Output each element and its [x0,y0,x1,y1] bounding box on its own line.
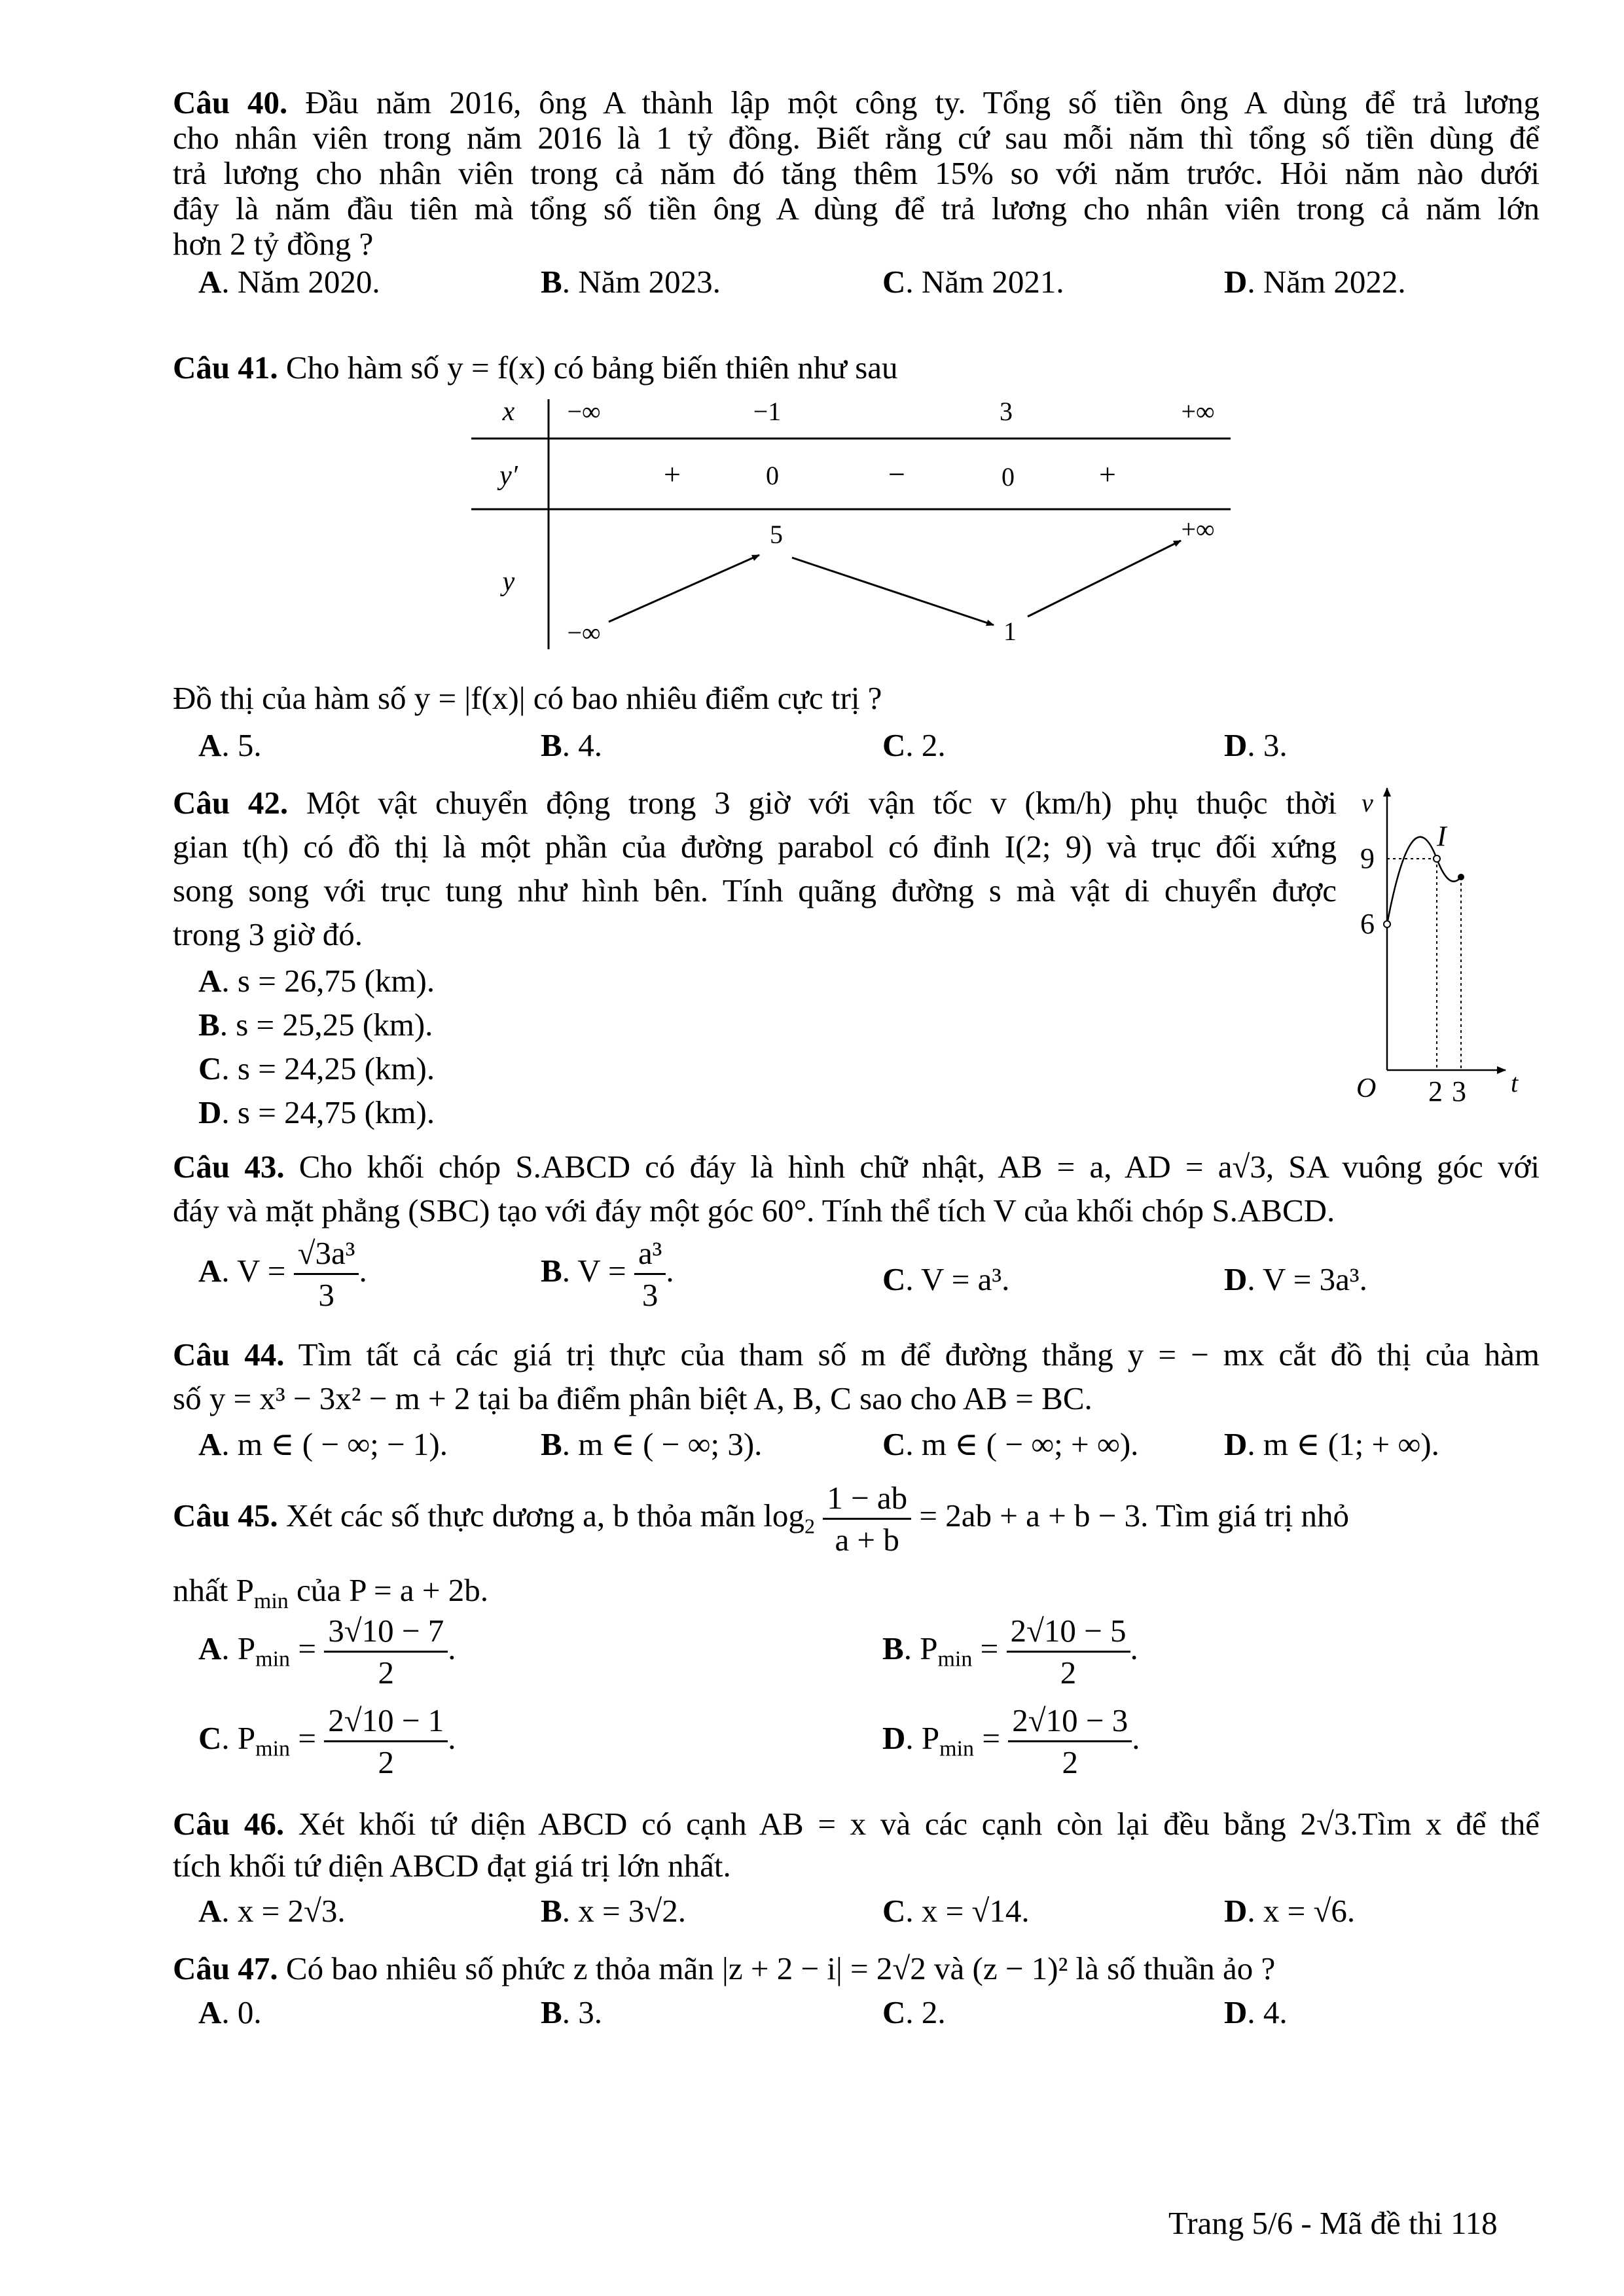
q40-line-2: cho nhân viên trong năm 2016 là 1 tỷ đồng. Biết rằng cứ sau mỗi năm thì tổng số tiền dùng để [173,120,1540,156]
q40-option-b[interactable]: B. Năm 2023. [541,264,721,300]
q42-option-b[interactable]: B. s = 25,25 (km). [198,1007,433,1043]
q42-option-d[interactable]: D. s = 24,75 (km). [198,1094,435,1130]
q44-line-1: Câu 44. Tìm tất cả các giá trị thực của tham số m để đường thẳng y = − mx cắt đồ thị của hàm [173,1336,1540,1372]
q47-option-a[interactable]: A. 0. [198,1994,262,2030]
fraction: $\frac{2√10 - 3}{2}$ [1008,1704,1132,1778]
end-point [1458,874,1464,880]
vertex-point [1434,855,1440,862]
table-sign: − [888,457,905,491]
fraction: $\frac{3√10 - 7}{2}$ [324,1615,448,1689]
origin-label: O [1356,1073,1377,1103]
fraction: $\frac{2√10 - 5}{2}$ [1007,1615,1130,1689]
table-x-value: +∞ [1181,397,1215,426]
table-y-value: 5 [770,520,783,549]
q45-line-1: Câu 45. Xét các số thực dương a, b thỏa mãn $\log_2$ $\frac{1 - ab}{a + b}$ = 2ab + a + b − 3. Tìm giá trị nhỏ [173,1480,1350,1558]
q47-option-d[interactable]: D. 4. [1224,1994,1288,2030]
q44-option-d[interactable]: D. m ∈ (1; + ∞). [1224,1426,1439,1462]
q40-line-4: đây là năm đầu tiên mà tổng số tiền ông A dùng để trả lương cho nhân viên trong cả năm lớn [173,190,1540,226]
fraction: $\frac{2√10 - 1}{2}$ [324,1704,448,1778]
increase-arrow [1028,541,1181,617]
q43-option-b[interactable]: B. V = $\frac{\text{a³}}{3}$ . [541,1235,674,1313]
parabola-curve [1387,837,1461,924]
q41-option-d[interactable]: D. 3. [1224,727,1288,763]
q43-option-d[interactable]: D. V = 3a³. [1224,1261,1367,1297]
table-sign: + [1099,457,1116,491]
q40-option-c[interactable]: C. Năm 2021. [882,264,1064,300]
q47-line-1: Câu 47. Có bao nhiêu số phức z thỏa mãn |z + 2 − i| = 2√2 và (z − 1)² là số thuần ảo ? [173,1950,1276,1986]
q45-line-2: nhất $P_{min}$ của P = a + 2b. [173,1572,488,1613]
q40-option-a[interactable]: A. Năm 2020. [198,264,380,300]
q41-option-c[interactable]: C. 2. [882,727,946,763]
q40-line-5: hơn 2 tỷ đồng ? [173,226,374,262]
increase-arrow [609,555,759,622]
table-yprime-label: y′ [499,461,518,491]
q44-option-a[interactable]: A. m ∈ ( − ∞; − 1). [198,1426,448,1462]
table-sign: + [664,457,681,491]
table-y-label: y [502,567,515,597]
table-x-label: x [502,397,515,427]
q43-line-2: đáy và mặt phẳng (SBC) tạo với đáy một góc 60°. Tính thể tích V của khối chóp S.ABCD. [173,1193,1335,1229]
x-tick-2: 2 [1428,1075,1443,1107]
q42-line-2: gian t(h) có đồ thị là một phần của đường parabol có đỉnh I(2; 9) và trục đối xứng [173,829,1337,865]
q40-line-3: trả lương cho nhân viên trong cả năm đó tăng thêm 15% so với năm trước. Hỏi năm nào dưới [173,155,1540,191]
q44-option-b[interactable]: B. m ∈ ( − ∞; 3). [541,1426,763,1462]
q46-line-2: tích khối tứ diện ABCD đạt giá trị lớn nhất. [173,1848,731,1884]
table-x-value: −∞ [567,397,601,426]
q41-question: Đồ thị của hàm số y = |f(x)| có bao nhiêu điểm cực trị ? [173,680,882,716]
q46-option-d[interactable]: D. x = √6. [1224,1893,1356,1929]
q41-variation-table [458,393,1244,668]
q40-option-d[interactable]: D. Năm 2022. [1224,264,1406,300]
q42-line-1: Câu 42. Một vật chuyển động trong 3 giờ với vận tốc v (km/h) phụ thuộc thời [173,785,1337,821]
table-y-value: +∞ [1181,514,1215,544]
fraction: $\frac{1 - ab}{a + b}$ [823,1482,911,1556]
q43-line-1: Câu 43. Cho khối chóp S.ABCD có đáy là hình chữ nhật, AB = a, AD = a√3, SA vuông góc với [173,1149,1540,1185]
q44-line-2: số y = x³ − 3x² − m + 2 tại ba điểm phân biệt A, B, C sao cho AB = BC. [173,1380,1092,1416]
q47-option-c[interactable]: C. 2. [882,1994,946,2030]
q42-option-a[interactable]: A. s = 26,75 (km). [198,963,435,999]
q43-option-a[interactable]: A. V = $\frac{\text{√3a³}}{3}$ . [198,1235,367,1313]
q40-number: Câu 40. [173,84,288,120]
q41-option-b[interactable]: B. 4. [541,727,602,763]
q45-option-b[interactable]: B. $P_{min}$ = $\frac{2√10 - 5}{2}$ . [882,1613,1138,1691]
table-x-value: −1 [753,397,782,426]
y-tick-9: 9 [1360,842,1375,874]
vertex-label: I [1437,820,1447,852]
q45-option-d[interactable]: D. $P_{min}$ = $\frac{2√10 - 3}{2}$ . [882,1702,1140,1780]
table-sign: 0 [766,461,779,490]
q46-line-1: Câu 46. Xét khối tứ diện ABCD có cạnh AB = x và các cạnh còn lại đều bằng 2√3.Tìm x để thể [173,1806,1540,1842]
q46-option-c[interactable]: C. x = √14. [882,1893,1030,1929]
fraction: $\frac{\text{a³}}{3}$ [634,1237,666,1311]
table-y-value: 1 [1003,617,1017,646]
table-y-value: −∞ [567,618,601,647]
q40-line-1: Câu 40. Đầu năm 2016, ông A thành lập một công ty. Tổng số tiền ông A dùng để trả lương [173,84,1540,120]
decrease-arrow [792,558,994,625]
q44-option-c[interactable]: C. m ∈ ( − ∞; + ∞). [882,1426,1139,1462]
table-sign: 0 [1001,462,1015,492]
fraction: $\frac{\text{√3a³}}{3}$ [294,1237,359,1311]
q42-line-4: trong 3 giờ đó. [173,916,363,952]
q41-option-a[interactable]: A. 5. [198,727,262,763]
y-tick-6: 6 [1360,908,1375,940]
v-axis-label: v [1362,788,1373,817]
q42-line-3: song song với trục tung như hình bên. Tính quãng đường s mà vật di chuyển được [173,872,1337,908]
q46-option-b[interactable]: B. x = 3√2. [541,1893,686,1929]
q46-option-a[interactable]: A. x = 2√3. [198,1893,346,1929]
table-x-value: 3 [1000,397,1013,426]
q47-option-b[interactable]: B. 3. [541,1994,602,2030]
q42-option-c[interactable]: C. s = 24,25 (km). [198,1050,435,1086]
q43-option-c[interactable]: C. V = a³. [882,1261,1010,1297]
t-axis-label: t [1511,1068,1519,1098]
q41-line-1: Câu 41. Cho hàm số y = f(x) có bảng biến thiên như sau [173,350,898,386]
q42-velocity-graph [1348,779,1545,1122]
q45-option-a[interactable]: A. $P_{min}$ = $\frac{3√10 - 7}{2}$ . [198,1613,456,1691]
x-tick-3: 3 [1452,1075,1466,1107]
q45-option-c[interactable]: C. $P_{min}$ = $\frac{2√10 - 1}{2}$ . [198,1702,456,1780]
start-point [1384,921,1390,927]
page-footer: Trang 5/6 - Mã đề thi 118 [1168,2205,1498,2241]
